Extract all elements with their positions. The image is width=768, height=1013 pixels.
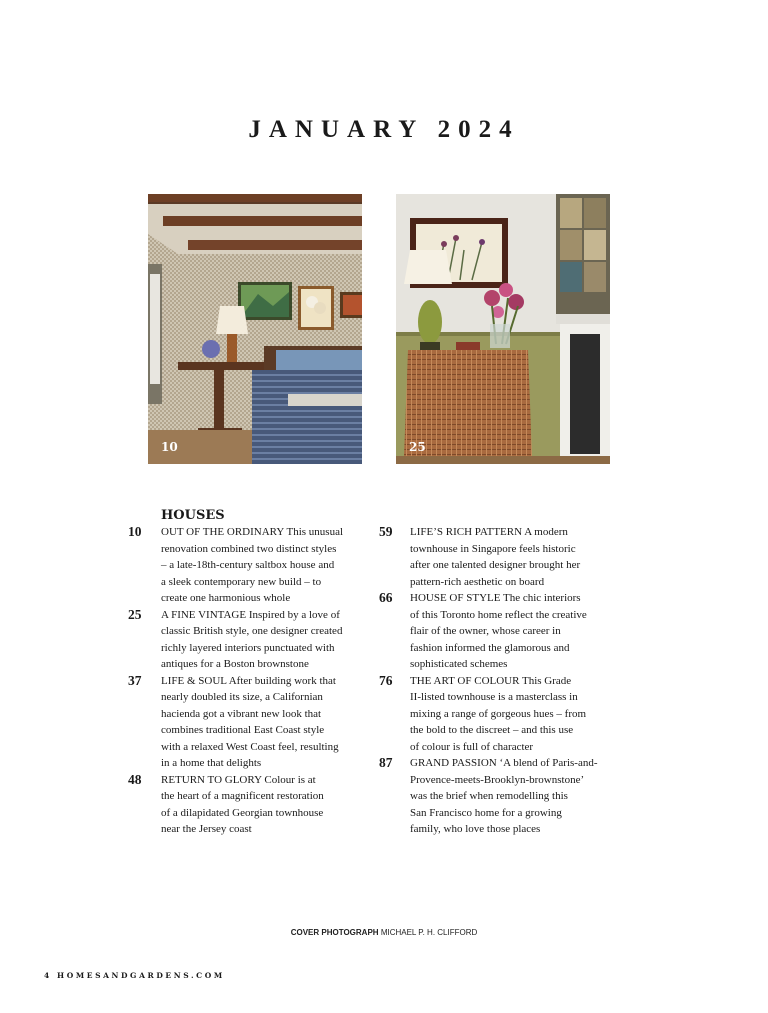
- bedroom-illustration: [148, 194, 362, 464]
- entry-line: fashion informed the glamorous and: [410, 641, 570, 654]
- entry-line: of a dilapidated Georgian townhouse: [161, 806, 324, 819]
- page-title: JANUARY 2024: [248, 116, 520, 143]
- entry-line: townhouse in Singapore feels historic: [410, 542, 576, 555]
- photo-page-number: 25: [409, 440, 426, 454]
- entry-line: near the Jersey coast: [161, 823, 252, 835]
- entry-line: a sleek contemporary new build – to: [161, 575, 322, 588]
- entry-line: classic British style, one designer created: [161, 625, 343, 637]
- entry-line: richly layered interiors punctuated with: [161, 641, 335, 654]
- wicker-table-illustration: [396, 194, 610, 464]
- entry-line: the bold to the discreet – and this use: [410, 724, 574, 736]
- contents-entry: [128, 606, 371, 673]
- contents-entry: [128, 524, 371, 607]
- contents-entry: [379, 590, 620, 673]
- entry-page-number: 87: [379, 755, 393, 770]
- entry-line: family, who love those places: [410, 823, 541, 835]
- entry-line: create one harmonious whole: [161, 592, 291, 604]
- entry-line: after one talented designer brought her: [410, 559, 581, 571]
- entry-line: Provence-meets-Brooklyn-brownstone’: [410, 773, 585, 786]
- entry-line: was the brief when remodelling this: [410, 790, 568, 802]
- entry-line: nearly doubled its size, a Californian: [161, 691, 323, 703]
- entry-line: antiques for a Boston brownstone: [161, 658, 309, 670]
- entry-page-number: 37: [128, 672, 142, 688]
- entry-line: flair of the owner, whose career in: [410, 625, 561, 637]
- entry-page-number: 10: [128, 524, 142, 539]
- entry-line: OUT OF THE ORDINARY This unusual: [161, 526, 344, 538]
- entry-line: – a late-18th-century saltbox house and: [161, 559, 335, 571]
- entry-line: sophisticated schemes: [410, 658, 508, 670]
- entry-line: mixing a range of gorgeous hues – from: [410, 707, 587, 720]
- contents-entry: [379, 672, 620, 756]
- contents-entry: [128, 771, 371, 838]
- entry-line: San Francisco home for a growing: [410, 806, 562, 819]
- entry-line: GRAND PASSION ‘A blend of Paris-and-: [410, 757, 598, 769]
- entry-page-number: 66: [379, 590, 393, 605]
- entry-line: renovation combined two distinct styles: [161, 542, 337, 555]
- entry-line: of this Toronto home reflect the creative: [410, 608, 587, 621]
- page-folio: 4 HOMESANDGARDENS.COM: [44, 971, 225, 980]
- wicker-table-photo: [396, 194, 610, 464]
- section-heading: HOUSES: [161, 508, 225, 523]
- entry-line: in a home that delights: [161, 757, 262, 769]
- bedroom-photo: [148, 194, 362, 464]
- entry-page-number: 59: [379, 524, 393, 539]
- contents-column-left: [128, 524, 371, 838]
- contents-column-right: [379, 524, 620, 838]
- entry-line: THE ART OF COLOUR This Grade: [410, 674, 572, 687]
- entry-line: II-listed townhouse is a masterclass in: [410, 691, 578, 703]
- entry-line: A FINE VINTAGE Inspired by a love of: [161, 608, 340, 621]
- entry-line: combines traditional East Coast style: [161, 724, 325, 736]
- entry-line: pattern-rich aesthetic on board: [410, 575, 545, 588]
- contents-entry: [379, 524, 620, 590]
- credit-name: MICHAEL P. H. CLIFFORD: [380, 928, 478, 937]
- entry-page-number: 25: [128, 606, 142, 622]
- entry-page-number: 48: [128, 771, 142, 787]
- entry-line: with a relaxed West Coast feel, resulting: [161, 740, 339, 753]
- entry-line: LIFE’S RICH PATTERN A modern: [410, 526, 568, 538]
- contents-entry: [128, 672, 371, 772]
- entry-line: LIFE & SOUL After building work that: [161, 674, 336, 687]
- entry-line: the heart of a magnificent restoration: [161, 790, 324, 802]
- entry-line: of colour is full of character: [410, 740, 534, 753]
- entry-line: HOUSE OF STYLE The chic interiors: [410, 592, 581, 604]
- entry-line: hacienda got a vibrant new look that: [161, 707, 322, 720]
- credit-label: COVER PHOTOGRAPH: [290, 928, 379, 937]
- contents-entry: [379, 755, 620, 838]
- entry-page-number: 76: [379, 672, 393, 688]
- photo-page-number: 10: [161, 440, 178, 454]
- cover-photo-credit: [0, 928, 768, 937]
- entry-line: RETURN TO GLORY Colour is at: [161, 773, 316, 786]
